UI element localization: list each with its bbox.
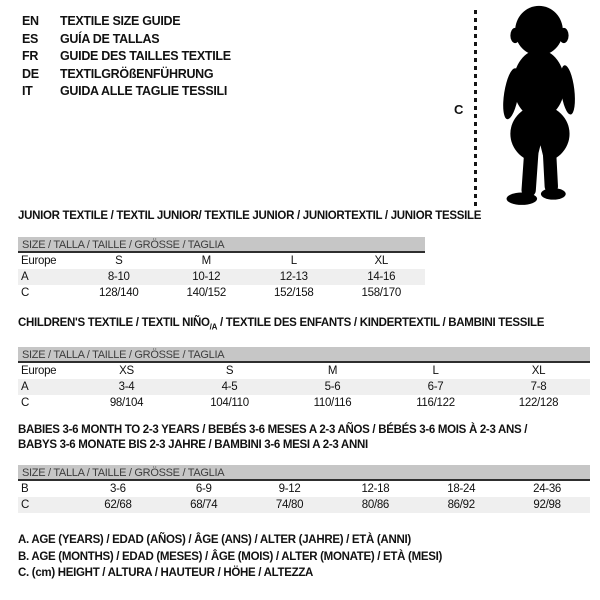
table-cell: 74/80 xyxy=(275,499,304,511)
title-rest: / TEXTILE DES ENFANTS / KINDERTEXTIL / BAMBINI TESSILE xyxy=(217,317,545,329)
table-cell: 6-7 xyxy=(427,381,444,394)
table-cell: L xyxy=(432,365,439,378)
lang-code: ES xyxy=(22,31,39,46)
table-cell: 10-12 xyxy=(192,271,221,283)
table-row xyxy=(18,395,590,411)
babies-table-title xyxy=(18,423,590,453)
table-cell: L xyxy=(290,255,297,267)
size-header-bar: SIZE / TALLA / TAILLE / GRÖSSE / TAGLIA xyxy=(18,347,590,363)
table-cell: S xyxy=(115,255,123,267)
table-cell: 98/104 xyxy=(109,397,144,410)
table-cell: 4-5 xyxy=(221,381,238,394)
table-cell: 80/86 xyxy=(361,499,390,511)
childrens-table-title xyxy=(18,317,590,333)
row-label: C xyxy=(21,287,30,299)
lang-code: DE xyxy=(22,66,39,81)
row-label: B xyxy=(21,483,29,495)
table-cell: 6-9 xyxy=(195,483,212,495)
table-cell: 24-36 xyxy=(533,483,562,495)
table-cell: 62/68 xyxy=(104,499,132,511)
table-cell: 152/158 xyxy=(274,287,314,299)
row-label: Europe xyxy=(21,365,57,378)
measure-legend xyxy=(18,532,442,582)
table-cell: 110/116 xyxy=(313,397,352,410)
lang-row-it xyxy=(22,83,231,101)
table-cell: 12-13 xyxy=(279,271,308,283)
lang-row-es xyxy=(22,31,231,49)
table-row xyxy=(18,481,590,497)
lang-code: FR xyxy=(22,49,39,63)
lang-text: TEXTILGRÖßENFÜHRUNG xyxy=(60,66,214,81)
table-row xyxy=(18,379,590,395)
table-cell: XS xyxy=(119,365,134,378)
legend-line-c: C. (cm) HEIGHT / ALTURA / HAUTEUR / HÖHE / ALTEZZA xyxy=(18,567,314,579)
size-header-bar: SIZE / TALLA / TAILLE / GRÖSSE / TAGLIA xyxy=(18,465,590,481)
lang-row-de xyxy=(22,66,231,84)
table-cell: 9-12 xyxy=(278,483,301,495)
table-cell: S xyxy=(225,365,234,378)
table-cell: 122/128 xyxy=(518,397,559,410)
lang-text: TEXTILE SIZE GUIDE xyxy=(60,14,181,28)
junior-textile-section xyxy=(18,210,482,301)
table-cell: XL xyxy=(374,255,388,267)
height-measure-label: C xyxy=(454,102,464,117)
table-row xyxy=(18,363,590,379)
size-header-bar: SIZE / TALLA / TAILLE / GRÖSSE / TAGLIA xyxy=(18,237,425,253)
row-label: A xyxy=(21,381,29,394)
table-cell: 14-16 xyxy=(367,271,396,283)
title-main: CHILDREN'S TEXTILE / TEXTIL NIÑO xyxy=(18,317,210,329)
table-cell: 158/170 xyxy=(361,287,401,299)
table-cell: 104/110 xyxy=(210,397,249,410)
lang-code: IT xyxy=(22,84,33,98)
lang-text: GUÍA DE TALLAS xyxy=(60,31,160,46)
lang-row-fr xyxy=(22,48,231,66)
lang-text: GUIDE DES TAILLES TEXTILE xyxy=(60,49,231,63)
babies-textile-section xyxy=(18,423,590,513)
row-label: A xyxy=(21,271,29,283)
table-row xyxy=(18,285,425,301)
table-cell: 128/140 xyxy=(99,287,139,299)
table-cell: 92/98 xyxy=(533,499,561,511)
table-cell: 116/122 xyxy=(416,397,455,410)
lang-text: GUIDA ALLE TAGLIE TESSILI xyxy=(60,84,228,98)
table-row xyxy=(18,269,425,285)
table-cell: 68/74 xyxy=(190,499,218,511)
table-cell: XL xyxy=(531,365,546,378)
title-line-2: BABYS 3-6 MONATE BIS 2-3 JAHRE / BAMBINI 3-6 MESI A 2-3 ANNI xyxy=(18,439,368,451)
height-figure xyxy=(448,4,594,214)
table-cell: 5-6 xyxy=(324,381,341,394)
legend-line-a: A. AGE (YEARS) / EDAD (AÑOS) / ÂGE (ANS) / ALTER (JAHRE) / ETÀ (ANNI) xyxy=(18,534,411,546)
height-dotted-line xyxy=(474,10,477,208)
table-cell: 140/152 xyxy=(186,287,226,299)
row-label: Europe xyxy=(21,255,57,267)
title-line-1: BABIES 3-6 MONTH TO 2-3 YEARS / BEBÉS 3-6 MESES A 2-3 AÑOS / BÉBÉS 3-6 MOIS À 2-3 ANS / xyxy=(18,424,528,436)
lang-code: EN xyxy=(22,14,39,28)
row-label: C xyxy=(21,397,30,410)
language-list xyxy=(22,13,231,101)
table-cell: M xyxy=(327,365,338,378)
baby-silhouette-icon xyxy=(488,4,590,214)
junior-table-title: JUNIOR TEXTILE / TEXTIL JUNIOR/ TEXTILE JUNIOR / JUNIORTEXTIL / JUNIOR TESSILE xyxy=(18,210,482,222)
table-row xyxy=(18,253,425,269)
table-cell: 7-8 xyxy=(530,381,547,394)
table-cell: M xyxy=(201,255,211,267)
table-row xyxy=(18,497,590,513)
table-cell: 86/92 xyxy=(447,499,475,511)
table-cell: 3-6 xyxy=(110,483,126,495)
title-sub: /A xyxy=(209,322,218,332)
table-cell: 8-10 xyxy=(107,271,130,283)
table-cell: 12-18 xyxy=(361,483,390,495)
row-label: C xyxy=(21,499,30,511)
table-cell: 3-4 xyxy=(118,381,135,394)
legend-line-b: B. AGE (MONTHS) / EDAD (MESES) / ÂGE (MOIS) / ALTER (MONATE) / ETÀ (MESI) xyxy=(18,550,443,563)
childrens-textile-section xyxy=(18,317,590,411)
table-cell: 18-24 xyxy=(447,483,476,495)
lang-row-en xyxy=(22,13,231,31)
